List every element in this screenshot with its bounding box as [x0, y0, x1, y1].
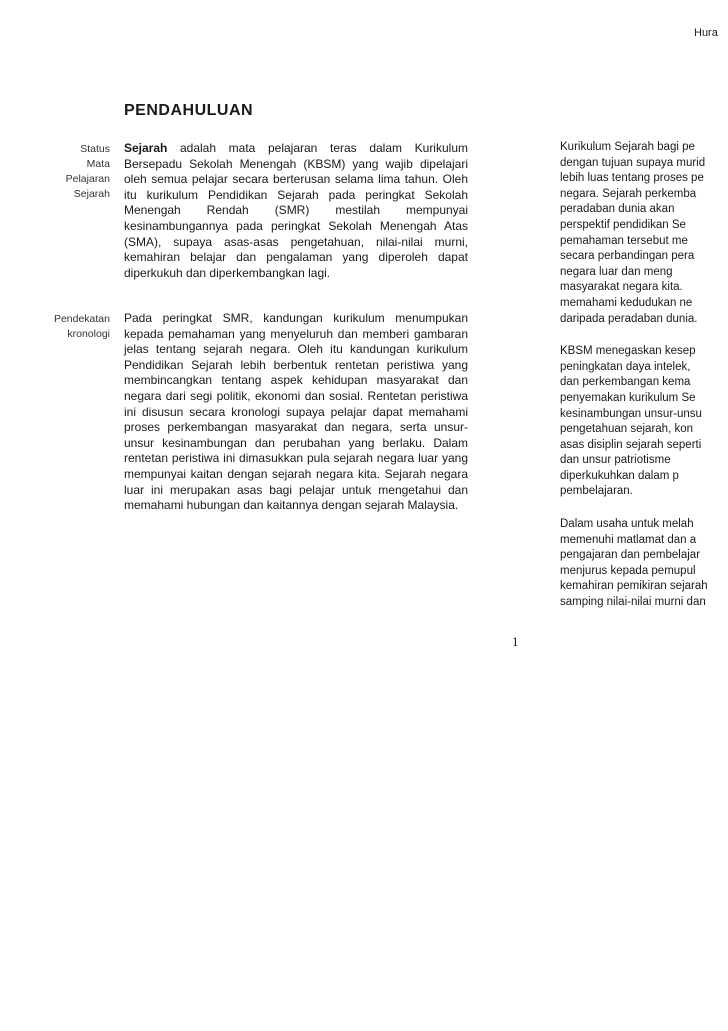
text-line: pengajaran dan pembelajar	[560, 549, 701, 562]
text-line: memahami kedudukan ne	[560, 296, 693, 309]
text-line: daripada peradaban dunia.	[560, 312, 698, 325]
text-line: peradaban dunia akan	[560, 203, 675, 216]
text-line: lebih luas tentang proses pe	[560, 172, 704, 185]
text-line: penyemakan kurikulum Se	[560, 391, 696, 404]
text-line: masyarakat negara kita.	[560, 281, 683, 294]
paragraph-lead-term: Sejarah	[124, 141, 168, 155]
margin-note-line: Sejarah	[73, 188, 110, 200]
text-line: secara perbandingan pera	[560, 250, 695, 263]
margin-note-line: Pelajaran	[65, 173, 110, 185]
right-column	[560, 140, 728, 628]
text-line: pembelajaran.	[560, 485, 633, 498]
text-line: KBSM menegaskan kesep	[560, 345, 696, 358]
margin-note-line: Pendekatan	[53, 313, 110, 325]
right-paragraph-1	[560, 140, 728, 327]
margin-note-line: Status	[80, 143, 110, 155]
text-line: kemahiran pemikiran sejarah	[560, 580, 708, 593]
paragraph-status	[124, 141, 468, 281]
text-line: negara. Sejarah perkemba	[560, 187, 697, 200]
page-number: 1	[512, 634, 519, 649]
text-line: dan unsur patriotisme	[560, 454, 671, 467]
text-line: menjurus kepada pemupul	[560, 564, 696, 577]
paragraph-body: adalah mata pelajaran teras dalam Kurikulum Bersepadu Sekolah Menengah (KBSM) yang wajib dipelajari oleh semua pelajar secara berterusan selama lima tahun. Oleh itu kurikulum Pendidikan Sejarah pada peringkat Sekolah Menengah Rendah (SMR) mestilah mempunyai kesinambungannya pada peringkat Sekolah Menengah Atas (SMA), supaya asas-asas pengetahuan, nilai-nilai murni, kemahiran belajar dan pengalaman yang diperoleh dapat diperkukuh dan diperkembangkan lagi.	[124, 141, 468, 280]
section-heading: PENDAHULUAN	[124, 102, 254, 119]
text-line: peningkatan daya intelek,	[560, 360, 691, 373]
running-header: Hura	[694, 27, 718, 39]
text-line: dengan tujuan supaya murid	[560, 156, 706, 169]
margin-note-line: Mata	[86, 158, 110, 170]
text-line: samping nilai-nilai murni dan	[560, 596, 706, 609]
right-paragraph-2	[560, 344, 728, 500]
right-paragraph-3	[560, 517, 728, 611]
margin-note-status	[0, 142, 110, 202]
text-line: dan perkembangan kema	[560, 376, 691, 389]
paragraph-pendekatan: Pada peringkat SMR, kandungan kurikulum menumpukan kepada pemahaman yang menyeluruh dan memberi gambaran jelas tentang sejarah negara. Oleh itu kandungan kurikulum Pendidikan Sejarah lebih berbentuk rentetan peristiwa yang membincangkan tentang aspek kehidupan masyarakat dan negara dari segi politik, ekonomi dan sosial. Rentetan peristiwa ini disusun secara kronologi supaya pelajar dapat memahami proses perkembangan masyarakat dan negara, serta unsur-unsur kesinambungan dan perubahan yang berlaku. Dalam rentetan peristiwa ini dimasukkan pula sejarah negara luar yang mempunyai kaitan dengan sejarah negara kita. Sejarah negara luar ini merupakan asas bagi pelajar untuk mengetahui dan memahami hubungan dan kaitannya dengan sejarah Malaysia.	[124, 311, 468, 513]
text-line: diperkukuhkan dalam p	[560, 469, 679, 482]
text-line: perspektif pendidikan Se	[560, 218, 686, 231]
margin-note-line: kronologi	[67, 328, 110, 340]
text-line: pemahaman tersebut me	[560, 234, 688, 247]
margin-note-pendekatan	[0, 312, 110, 342]
text-line: pengetahuan sejarah, kon	[560, 423, 693, 436]
text-line: negara luar dan meng	[560, 265, 673, 278]
text-line: kesinambungan unsur-unsu	[560, 407, 702, 420]
text-line: Dalam usaha untuk melah	[560, 518, 694, 531]
text-line: asas disiplin sejarah seperti	[560, 438, 702, 451]
text-line: Kurikulum Sejarah bagi pe	[560, 141, 695, 153]
text-line: memenuhi matlamat dan a	[560, 533, 697, 546]
